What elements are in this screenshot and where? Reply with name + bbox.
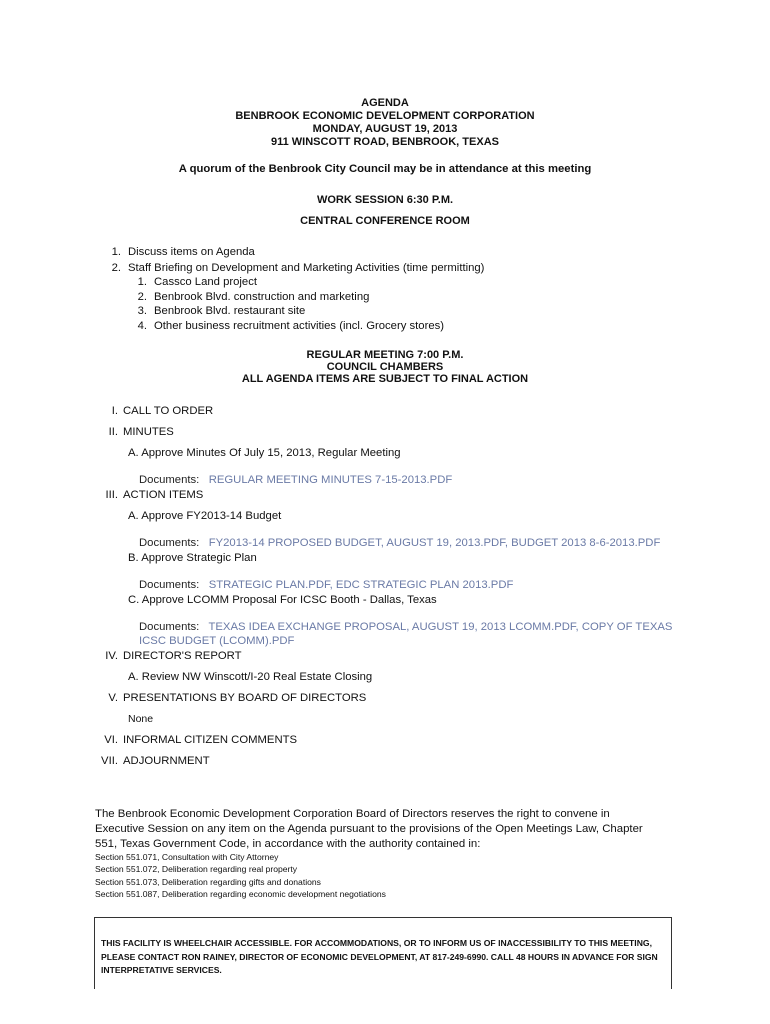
agenda-item-approve-lcomm: C. Approve LCOMM Proposal For ICSC Booth - Dallas, Texas [128, 594, 437, 606]
documents-label: Documents: [139, 621, 200, 633]
document-link-texas-idea-exchange[interactable]: TEXAS IDEA EXCHANGE PROPOSAL, AUGUST 19, 2013 LCOMM.PDF, [208, 621, 579, 633]
regular-meeting-title: REGULAR MEETING 7:00 P.M. [306, 349, 464, 361]
documents-row [139, 473, 452, 487]
list-item: 2. Staff Briefing on Development and Marketing Activities (time permitting) [111, 262, 485, 274]
documents-row [139, 536, 660, 550]
regular-meeting-location: COUNCIL CHAMBERS [326, 361, 444, 373]
agenda-section-action-items: III. ACTION ITEMS [105, 489, 204, 501]
document-link-budget-2013[interactable]: BUDGET 2013 8-6-2013.PDF [511, 537, 661, 549]
list-item: 1. Discuss items on Agenda [111, 246, 255, 258]
document-link-proposed-budget[interactable]: FY2013-14 PROPOSED BUDGET, AUGUST 19, 2013.PDF, [208, 537, 508, 549]
organization-name: BENBROOK ECONOMIC DEVELOPMENT CORPORATION [235, 110, 535, 122]
work-session-location: CENTRAL CONFERENCE ROOM [300, 215, 470, 227]
agenda-item-approve-minutes: A. Approve Minutes Of July 15, 2013, Regular Meeting [128, 447, 401, 459]
agenda-item-approve-budget: A. Approve FY2013-14 Budget [128, 510, 282, 522]
documents-label: Documents: [139, 474, 200, 486]
document-link-minutes[interactable]: REGULAR MEETING MINUTES 7-15-2013.PDF [208, 474, 453, 486]
document-link-icsc-budget[interactable]: ICSC BUDGET (LCOMM).PDF [139, 635, 295, 647]
agenda-section-adjournment: VII. ADJOURNMENT [101, 755, 210, 767]
agenda-item-review-closing: A. Review NW Winscott/I-20 Real Estate Closing [128, 671, 373, 683]
accessibility-notice-box [94, 917, 672, 989]
list-item: 1. Cassco Land project [137, 276, 257, 288]
quorum-notice: A quorum of the Benbrook City Council may be in attendance at this meeting [178, 163, 592, 175]
document-link-copy-of-texas[interactable]: COPY OF TEXAS [581, 621, 673, 633]
list-item: 2. Benbrook Blvd. construction and marketing [137, 291, 370, 303]
agenda-section-presentations: V. PRESENTATIONS BY BOARD OF DIRECTORS [108, 692, 367, 704]
work-session-title: WORK SESSION 6:30 P.M. [316, 194, 454, 206]
agenda-title: AGENDA [361, 97, 409, 109]
agenda-section-citizen-comments: VI. INFORMAL CITIZEN COMMENTS [104, 734, 298, 746]
documents-label: Documents: [139, 537, 200, 549]
document-link-strategic-plan[interactable]: STRATEGIC PLAN.PDF, [208, 579, 333, 591]
final-action-note: ALL AGENDA ITEMS ARE SUBJECT TO FINAL ACTION [241, 373, 529, 385]
agenda-section-minutes: II. MINUTES [108, 426, 174, 438]
agenda-section-call-to-order: I. CALL TO ORDER [111, 405, 214, 417]
meeting-address: 911 WINSCOTT ROAD, BENBROOK, TEXAS [271, 136, 499, 148]
meeting-date: MONDAY, AUGUST 19, 2013 [312, 123, 458, 135]
accessibility-notice-text: THIS FACILITY IS WHEELCHAIR ACCESSIBLE. FOR ACCOMMODATIONS, OR TO INFORM US OF INACCESSIBILITY TO THIS MEETING, PLEASE CONTACT RON RAINEY, DIRECTOR OF ECONOMIC DEVELOPMENT, AT 817-249-6990. CALL 48 HOURS IN ADVANCE FOR SIGN INTERPRETATIVE SERVICES. [101, 938, 658, 975]
document-link-edc-strategic-plan[interactable]: EDC STRATEGIC PLAN 2013.PDF [335, 579, 514, 591]
agenda-item-approve-strategic-plan: B. Approve Strategic Plan [128, 552, 257, 564]
documents-row [139, 578, 513, 592]
statute-section: Section 551.071, Consultation with City Attorney [95, 852, 279, 862]
statute-section: Section 551.087, Deliberation regarding economic development negotiations [95, 889, 386, 899]
statute-section: Section 551.072, Deliberation regarding real property [95, 864, 298, 874]
executive-session-paragraph: The Benbrook Economic Development Corporation Board of Directors reserves the right to convene in Executive Session on any item on the Agenda pursuant to the provisions of the Open Meetings Law, Chapter 551, Texas Government Code, in accordance with the authority contained in: [95, 808, 643, 850]
statute-section: Section 551.073, Deliberation regarding gifts and donations [95, 877, 321, 887]
presentations-none: None [128, 713, 154, 725]
documents-label: Documents: [139, 579, 200, 591]
documents-row [139, 620, 672, 634]
list-item: 4. Other business recruitment activities (incl. Grocery stores) [137, 320, 445, 332]
list-item: 3. Benbrook Blvd. restaurant site [137, 305, 306, 317]
agenda-section-directors-report: IV. DIRECTOR'S REPORT [105, 650, 242, 662]
